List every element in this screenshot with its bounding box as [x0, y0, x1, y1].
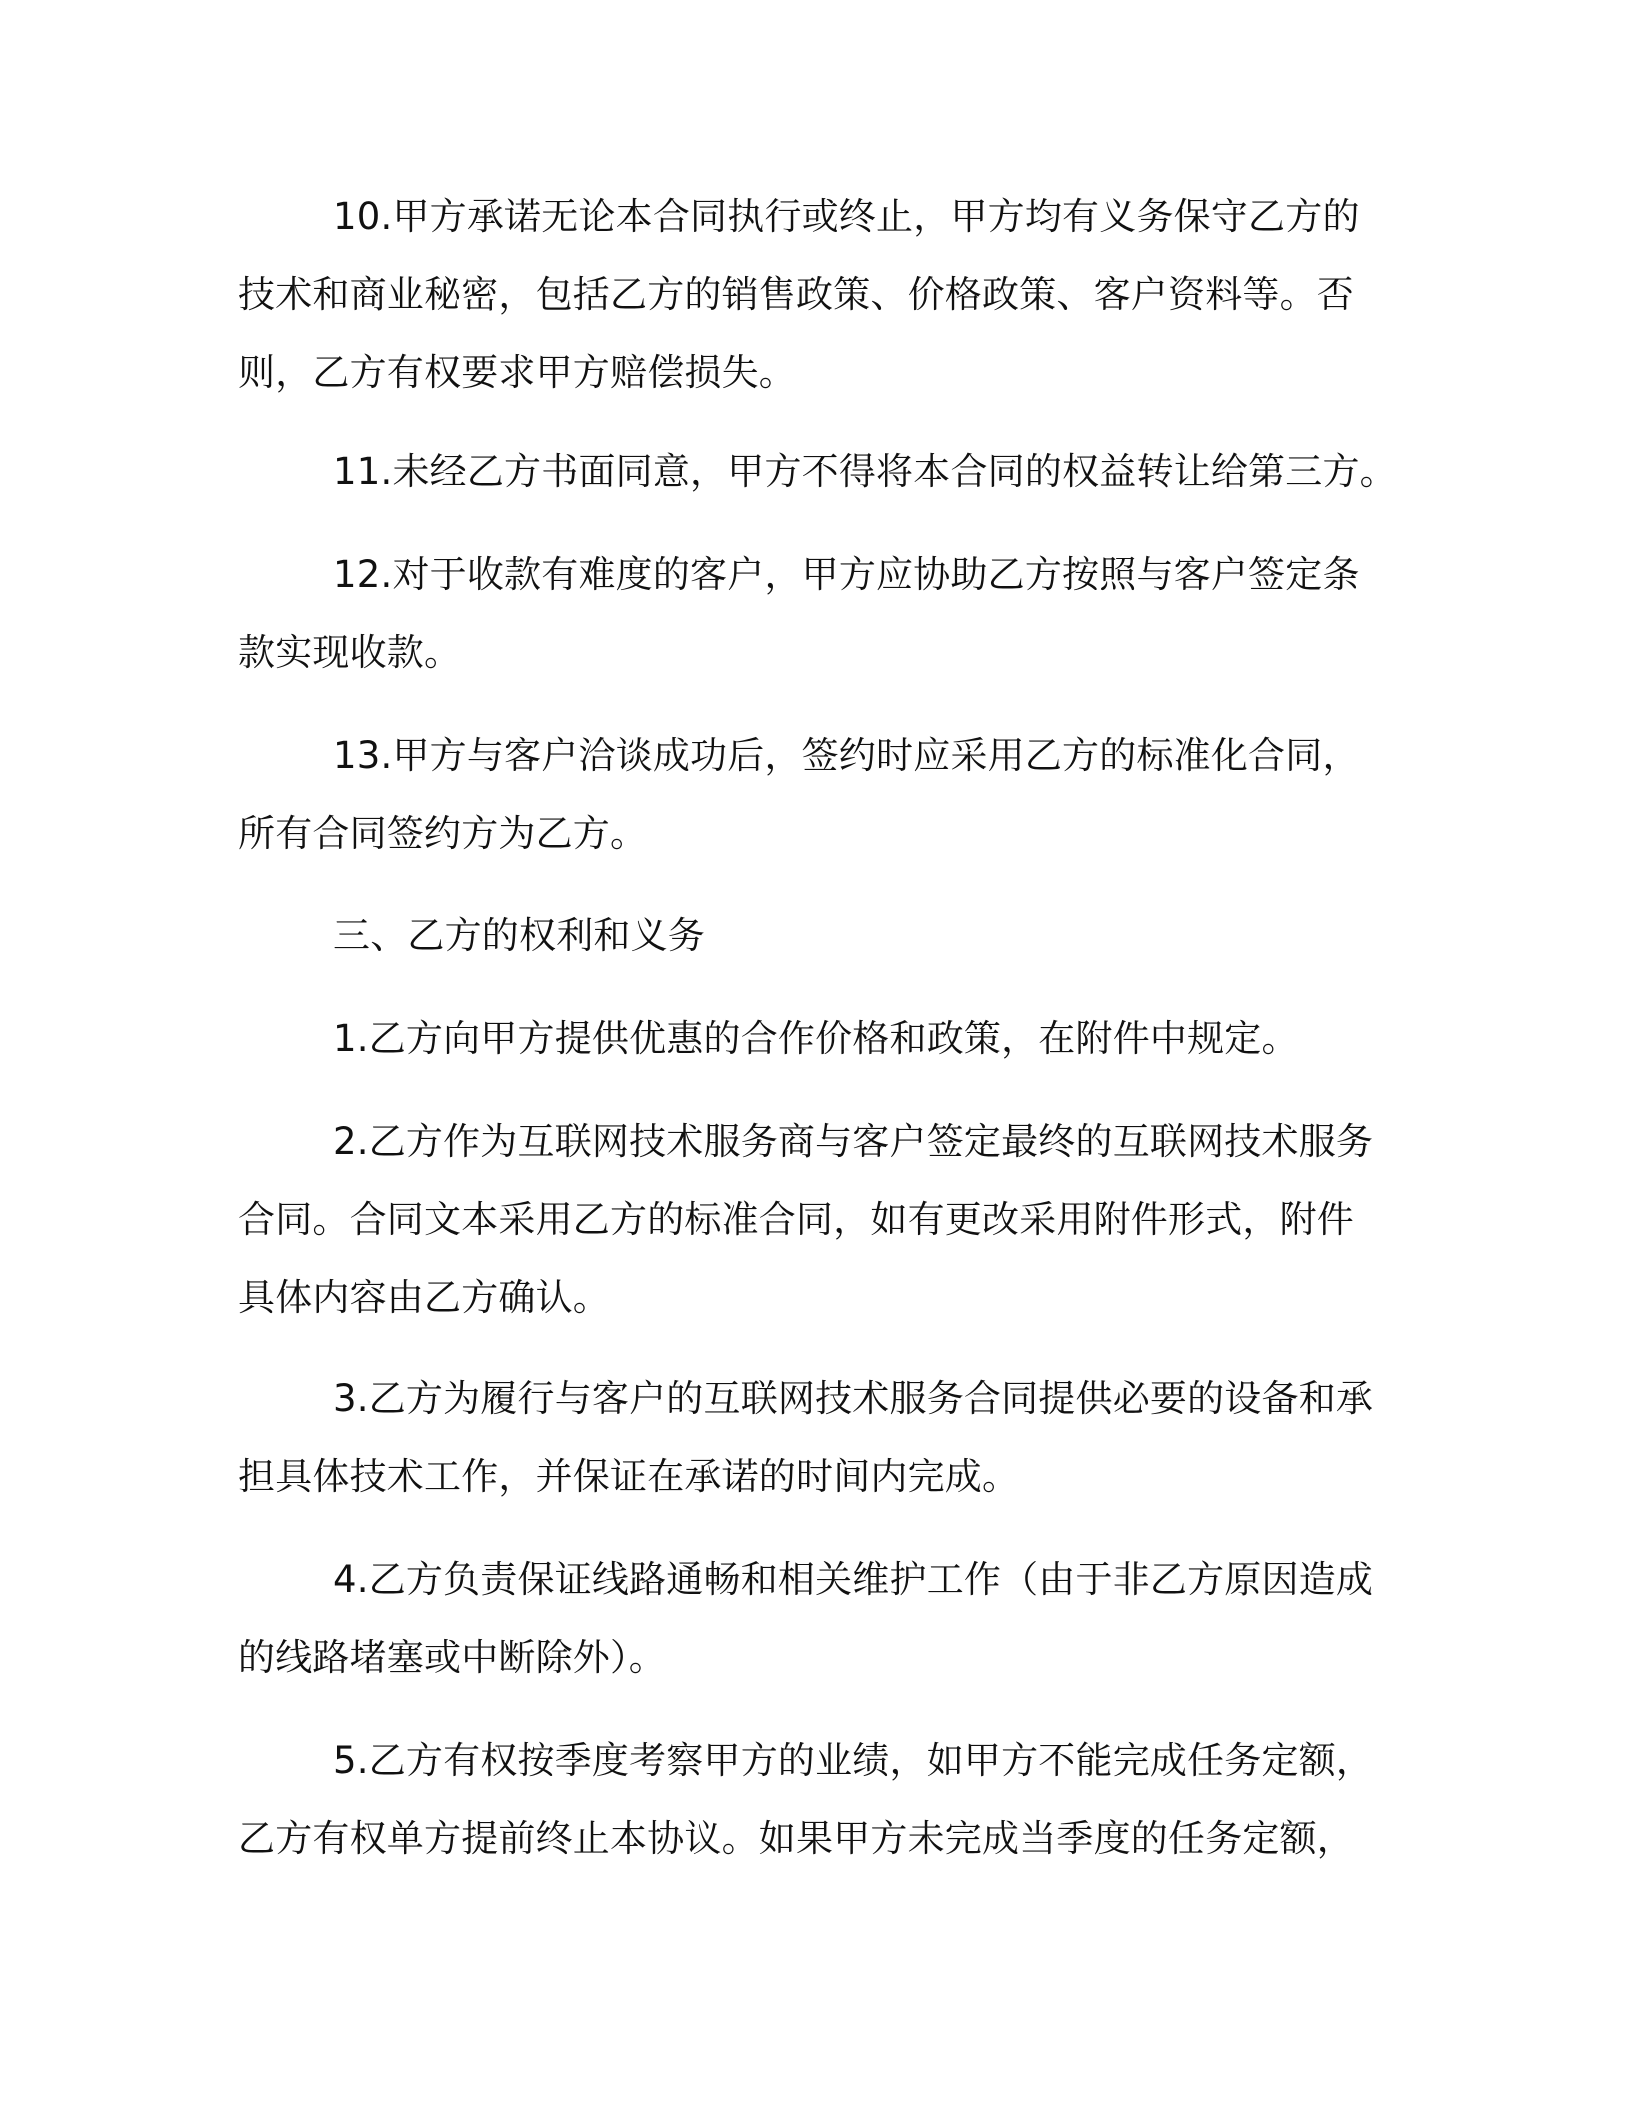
party-b-clause-4-line-2: 的线路堵塞或中断除外）。: [238, 1636, 666, 1679]
clause-12-line-1: 12.对于收款有难度的客户，甲方应协助乙方按照与客户签定条: [333, 553, 1360, 596]
party-b-clause-2-line-2: 合同。合同文本采用乙方的标准合同，如有更改采用附件形式，附件: [238, 1198, 1354, 1241]
clause-13-line-1: 13.甲方与客户洽谈成功后，签约时应采用乙方的标准化合同，: [333, 734, 1360, 777]
party-b-clause-5-line-2: 乙方有权单方提前终止本协议。如果甲方未完成当季度的任务定额，: [238, 1817, 1354, 1860]
clause-10-line-1: 10.甲方承诺无论本合同执行或终止，甲方均有义务保守乙方的: [333, 195, 1360, 238]
party-b-clause-5-line-1: 5.乙方有权按季度考察甲方的业绩，如甲方不能完成任务定额，: [333, 1739, 1374, 1782]
clause-10-line-3: 则，乙方有权要求甲方赔偿损失。: [238, 351, 796, 394]
party-b-clause-2-line-1: 2.乙方作为互联网技术服务商与客户签定最终的互联网技术服务: [333, 1120, 1374, 1163]
clause-10-line-2: 技术和商业秘密，包括乙方的销售政策、价格政策、客户资料等。否: [238, 273, 1354, 316]
section-heading: 三、乙方的权利和义务: [333, 914, 705, 957]
party-b-clause-3-line-2: 担具体技术工作，并保证在承诺的时间内完成。: [238, 1455, 1020, 1498]
clause-11-line-1: 11.未经乙方书面同意，甲方不得将本合同的权益转让给第三方。: [333, 450, 1397, 493]
party-b-clause-4-line-1: 4.乙方负责保证线路通畅和相关维护工作（由于非乙方原因造成: [333, 1558, 1374, 1601]
party-b-clause-1-line-1: 1.乙方向甲方提供优惠的合作价格和政策，在附件中规定。: [333, 1017, 1299, 1060]
party-b-clause-3-line-1: 3.乙方为履行与客户的互联网技术服务合同提供必要的设备和承: [333, 1377, 1374, 1420]
party-b-clause-2-line-3: 具体内容由乙方确认。: [238, 1276, 610, 1319]
clause-13-line-2: 所有合同签约方为乙方。: [238, 812, 648, 855]
clause-12-line-2: 款实现收款。: [238, 631, 462, 674]
